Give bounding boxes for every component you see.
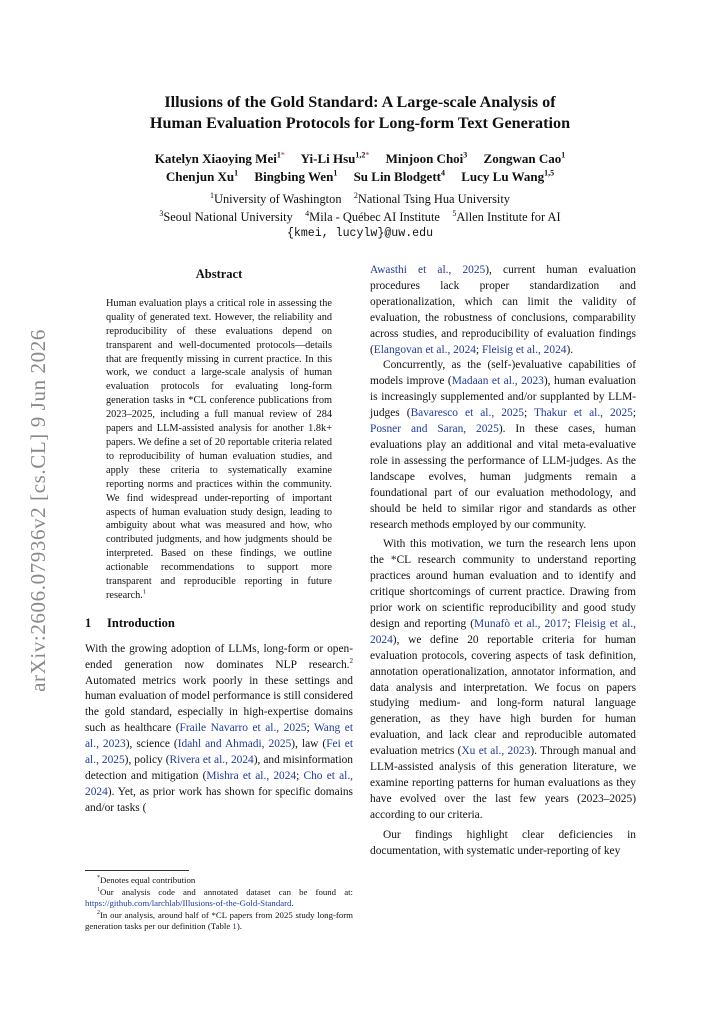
paper-header [80,92,640,240]
author-list [80,150,640,186]
title-line-1: Illusions of the Gold Standard: A Large-scale Analysis of [164,93,556,111]
abstract-heading: Abstract [195,267,243,281]
affiliation-name: Mila - Québec AI Institute [309,210,440,224]
intro-text: ; [632,407,637,420]
author-name: Chenjun Xu [165,169,235,184]
intro-text: ). Through manual and LLM-assisted analysis of this generation literature, we examine reporting patterns for human evaluations as they have evolved over the last few years (2023–2025) according to our criteria. [370,745,636,821]
author-affil-sup: 3 [463,150,468,160]
contact-email: {kmei, lucylw}@uw.edu [286,227,434,240]
footnote-mark: 2 [97,909,100,916]
intro-paragraph-3 [370,537,636,823]
footnote-2 [85,910,353,933]
footnotes [85,870,353,933]
footnote-mark: 1 [97,886,100,893]
paper-title [80,92,640,134]
author-name: Zongwan Cao [483,151,562,166]
abstract-text: Human evaluation plays a critical role in assessing the quality of generated text. However, the reliability and reproducibility of these evaluations depend on transparent and well-documented protocols—details that are frequently missing in current practice. In this work, we conduct a large-scale analysis of human evaluation protocols for evaluating long-form generation tasks in *CL conference publications from 2023–2025, including a full manual review of 284 papers and LLM-assisted analysis for another 1.8k+ papers. We define a set of 20 reportable criteria related to reproducibility of human evaluation studies, and apply these criteria to systematically examine reporting norms and practices within the community. We find widespread under-reporting of important aspects of human evaluation study design, leading to ambiguity about what was measured and how, who contributed judgments, and how judgments should be interpreted. Based on these findings, we outline actionable recommendations to support more transparent and reproducible reporting in future research. [106,297,332,601]
citation-link[interactable]: Idahl and Ahmadi, 2025 [177,738,292,751]
citation-link[interactable]: Bavaresco et al., 2025 [410,407,524,420]
intro-text: ), current human evaluation procedures lack proper standardization and operationalization, which can limit the validity of evaluation, the robustness of conclusions, comparability across studies, and reproducibility of evaluation findings ( [370,264,636,356]
footnote-mark: * [97,875,100,882]
author-name: Yi-Li Hsu [300,151,356,166]
affiliation-sup: 3 [159,208,164,218]
section-title: Introduction [107,615,175,630]
intro-text: ; [567,617,575,630]
author-line-1 [80,150,640,168]
intro-paragraph-4 [370,828,636,860]
intro-text: With this motivation, we turn the research lens upon the *CL research community to understand reporting practices around human evaluation and to identify and critique shortcomings of current practice. Drawing from prior work on scientific reproducibility and good study design and reporting ( [370,538,636,630]
intro-text: Automated metrics work poorly in these settings and human evaluation of model performance is still considered the gold standard, especially in high-expertise domains such as healthcare ( [85,674,353,735]
citation-link[interactable]: Rivera et al., 2024 [169,754,254,767]
intro-text: ), and misinformation detection and mitigation ( [85,754,353,782]
intro-text: Concurrently, as the (self-)evaluative capabilities of models improve ( [370,359,636,388]
intro-text: ; [296,770,304,782]
citation-link[interactable]: Cho et al., 2024 [85,770,354,798]
author-name: Katelyn Xiaoying Mei [154,151,277,166]
affiliation-name: Allen Institute for AI [456,210,561,224]
arxiv-stamp [8,300,68,720]
left-column [85,263,353,817]
citation-link[interactable]: Wang et al., 2023 [85,722,354,751]
intro-paragraph-2 [370,358,636,533]
intro-text: ). [566,343,574,356]
intro-text: ). In these cases, human evaluations play an additional and vital meta-evaluative role in assessing the performance of LLM-judges. As the landscape evolves, human judgments remain a foundational part of our evaluation methodology, and should be held to similar rigor and standards as other research methods employed by our community. [370,423,636,531]
author-affil-sup: 1 [561,150,566,160]
author-name: Su Lin Blodgett [353,169,441,184]
author-affil-sup: 1 [333,168,338,178]
author-name: Minjoon Choi [385,151,464,166]
intro-text: ; [523,407,534,420]
section-heading-introduction [85,616,353,632]
arxiv-identifier: arXiv:2606.07936v2 [cs.CL] 9 Jun 2026 [25,328,50,692]
intro-text: ; [475,343,482,356]
author-affil-sup: 1 [234,168,239,178]
citation-link[interactable]: Fraile Navarro et al., 2025 [179,722,307,735]
affiliation-line-2 [80,208,640,226]
footnote-text: . [291,898,294,909]
citation-link[interactable]: Posner and Saran, 2025 [370,423,499,436]
footnote-equal-contribution [85,875,353,887]
intro-paragraph-1 [85,642,353,817]
citation-link[interactable]: Xu et al., 2023 [461,745,531,758]
title-line-2: Human Evaluation Protocols for Long-form Text Generation [149,114,571,132]
affiliation-name: Seoul National University [163,210,293,224]
affiliation-name: National Tsing Hua University [357,192,510,206]
author-affil-sup: 1,5 [544,168,555,178]
affiliation-sup: 2 [353,190,358,200]
right-column [370,263,636,860]
affiliation-sup: 4 [305,208,310,218]
footnote-ref[interactable]: 2 [349,656,353,665]
author-affil-sup: 1 [276,150,281,160]
footnote-text: Our analysis code and annotated dataset can be found at: [100,886,353,897]
affiliation-list [80,190,640,226]
citation-link[interactable]: Fleisig et al., 2024 [370,617,636,646]
repository-link[interactable]: https://github.com/larchlab/Illusions-of-the-Gold-Standard [85,898,292,909]
intro-text: Our findings highlight clear deficiencies in documentation, with systematic under-reporting of key [370,828,636,857]
citation-link[interactable]: Mishra et al., 2024 [206,770,297,782]
intro-text: ), policy ( [124,754,170,767]
affiliation-name: University of Washington [214,192,342,206]
citation-link[interactable]: Elangovan et al., 2024 [373,343,476,356]
footnote-divider [85,870,189,871]
citation-link[interactable]: Madaan et al., 2023 [451,375,544,388]
affiliation-sup: 1 [210,190,215,200]
citation-link[interactable]: Fei et al., 2025 [85,738,354,767]
author-affil-sup: 1,2 [355,150,366,160]
footnote-1 [85,887,353,910]
table-ref-link[interactable]: 1 [232,921,237,932]
author-affil-sup: 4 [440,168,445,178]
citation-link[interactable]: Fleisig et al., 2024 [481,343,567,356]
intro-text: ), we define 20 reportable criteria for human evaluation protocols, covering aspects of task definition, annotation operationalization, annotator information, and data analysis and interpretation. We focus on papers studying medium- and long-form natural language generation, as they have high burden for human evaluation, and lack clear and reproducible automated evaluation metrics ( [370,633,636,758]
footnote-text: In our analysis, around half of *CL papers from 2025 study long-form generation tasks per our definition (Table [85,909,353,932]
citation-link[interactable]: Munafò et al., 2017 [474,617,568,630]
author-line-2 [80,168,640,186]
intro-text: With the growing adoption of LLMs, long-form or open-ended generation now dominates NLP research. [85,642,353,671]
intro-text: ). Yet, as prior work has shown for specific domains and/or tasks ( [85,785,353,814]
intro-paragraph-1-continued [370,263,636,358]
affiliation-line-1 [80,190,640,208]
affiliation-sup: 5 [452,208,457,218]
citation-link[interactable]: Thakur et al., 2025 [533,407,633,420]
intro-text: ), law ( [291,738,327,751]
citation-link[interactable]: Awasthi et al., 2025 [370,264,486,276]
intro-text: ), science ( [125,738,178,751]
intro-text: ), human evaluation is increasingly supplemented and/or supplanted by LLM-judges ( [370,375,636,420]
equal-contribution-mark: * [280,150,285,160]
author-name: Lucy Lu Wang [461,169,545,184]
author-name: Bingbing Wen [254,169,334,184]
abstract-body [106,297,332,603]
section-number: 1 [85,615,92,630]
footnote-text: Denotes equal contribution [100,875,196,885]
intro-text: ; [306,722,314,735]
footnote-text: ). [236,921,242,932]
equal-contribution-mark: * [365,150,370,160]
footnote-ref[interactable]: 1 [142,588,147,596]
